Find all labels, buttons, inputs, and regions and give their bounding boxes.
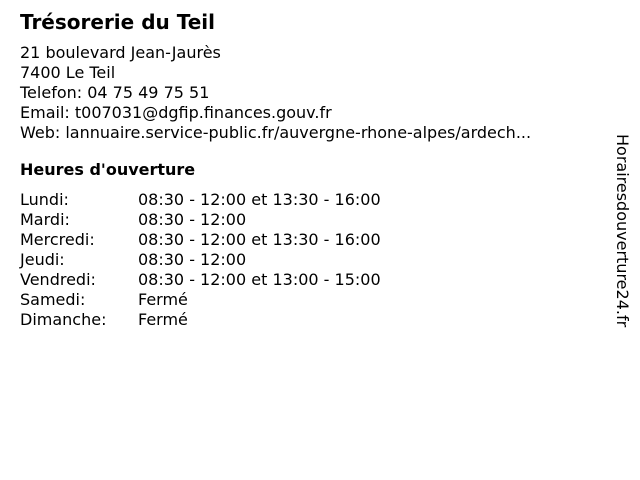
hours-row-friday bbox=[20, 270, 600, 290]
day-label: Lundi: bbox=[20, 190, 69, 209]
day-label: Dimanche: bbox=[20, 310, 107, 329]
day-label: Mercredi: bbox=[20, 230, 95, 249]
address-line-2: 7400 Le Teil bbox=[20, 63, 116, 82]
web-line: Web: lannuaire.service-public.fr/auvergne-rhone-alpes/ardech... bbox=[20, 123, 532, 142]
vertical-site-label: Horairesdouverture24.fr bbox=[613, 134, 632, 328]
day-label: Jeudi: bbox=[20, 250, 65, 269]
office-info-card bbox=[20, 8, 600, 330]
email-line: Email: t007031@dgfip.finances.gouv.fr bbox=[20, 103, 332, 122]
hours-row-wednesday bbox=[20, 230, 600, 250]
time-value: 08:30 - 12:00 bbox=[138, 210, 247, 229]
time-value: 08:30 - 12:00 et 13:00 - 15:00 bbox=[138, 270, 381, 289]
address-line-1: 21 boulevard Jean-Jaurès bbox=[20, 43, 221, 62]
hours-row-monday bbox=[20, 190, 600, 210]
hours-row-tuesday bbox=[20, 210, 600, 230]
office-title: Trésorerie du Teil bbox=[20, 10, 215, 34]
hours-row-sunday bbox=[20, 310, 600, 330]
day-label: Samedi: bbox=[20, 290, 86, 309]
time-value: 08:30 - 12:00 bbox=[138, 250, 247, 269]
hours-row-saturday bbox=[20, 290, 600, 310]
day-label: Vendredi: bbox=[20, 270, 96, 289]
hours-heading: Heures d'ouverture bbox=[20, 160, 196, 179]
phone-line: Telefon: 04 75 49 75 51 bbox=[20, 83, 210, 102]
day-label: Mardi: bbox=[20, 210, 70, 229]
time-value: 08:30 - 12:00 et 13:30 - 16:00 bbox=[138, 190, 381, 209]
time-value: 08:30 - 12:00 et 13:30 - 16:00 bbox=[138, 230, 381, 249]
time-value: Fermé bbox=[138, 310, 188, 329]
hours-row-thursday bbox=[20, 250, 600, 270]
time-value: Fermé bbox=[138, 290, 188, 309]
